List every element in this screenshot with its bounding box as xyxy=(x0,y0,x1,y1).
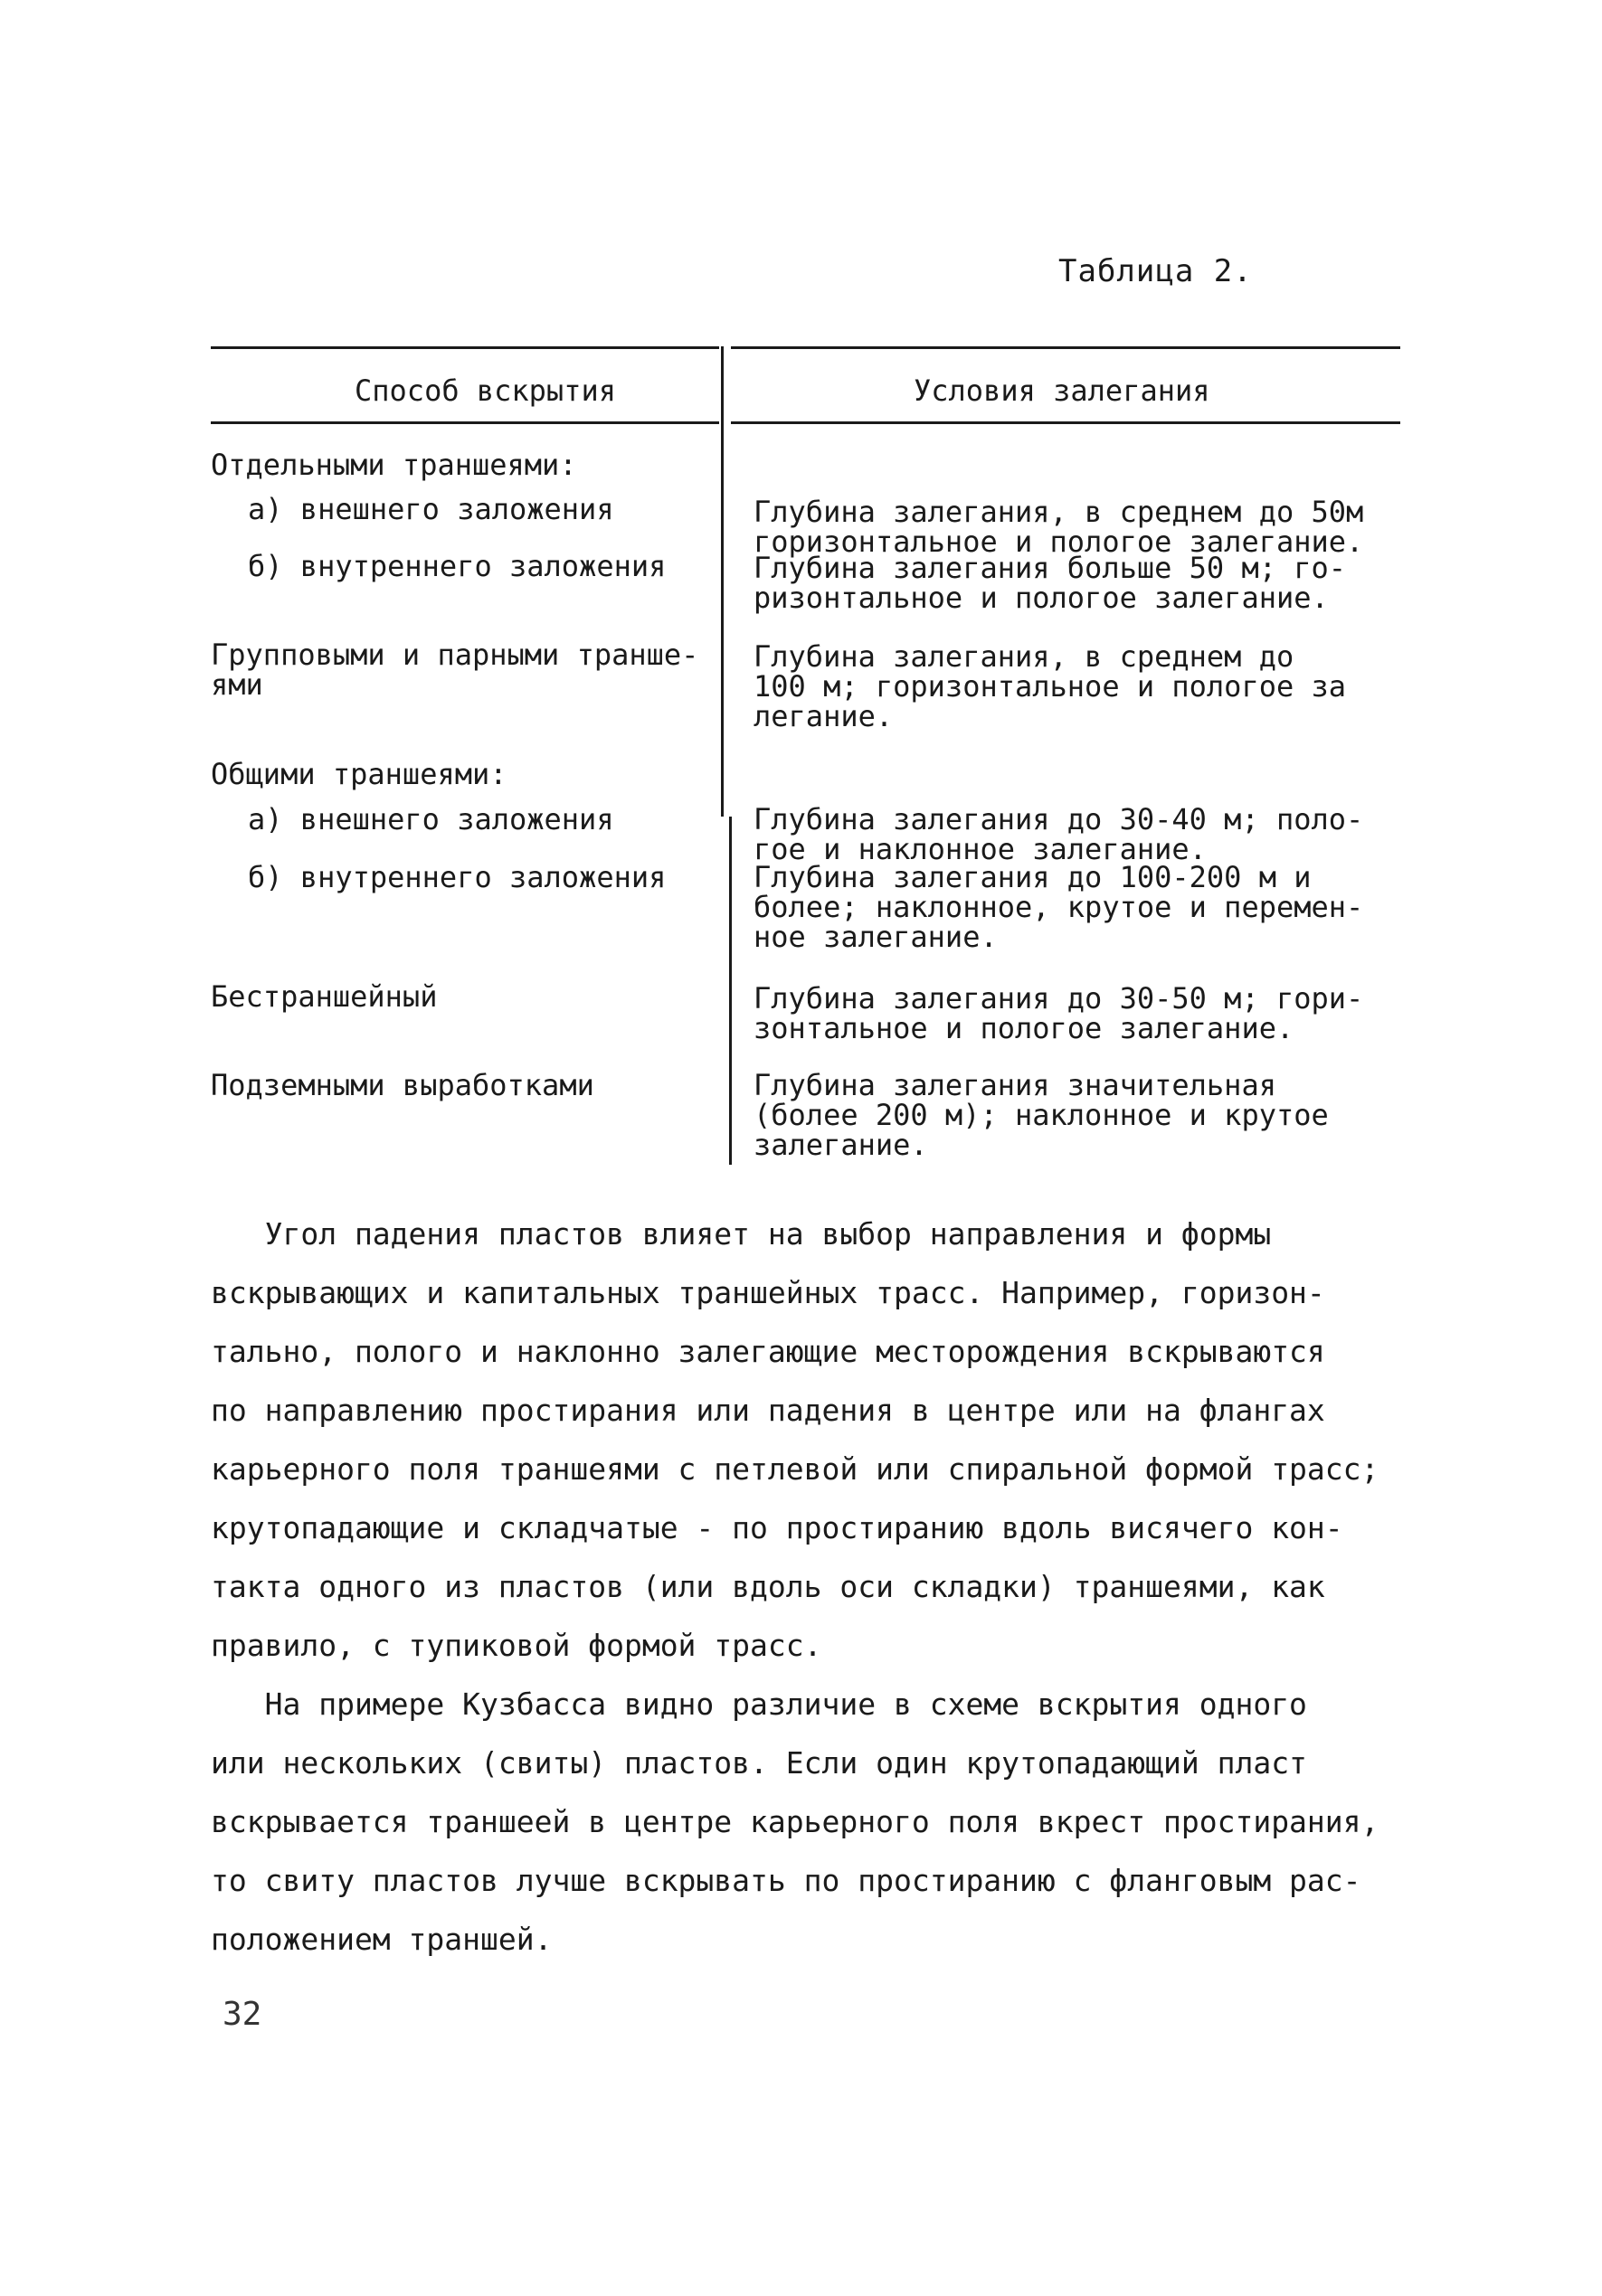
body-paragraph-1: Угол падения пластов влияет на выбор направления и формы вскрывающих и капитальных траншейных трасс. Например, горизон- тально, полого и наклонно залегающие месторождения вскрываются по направлению простирания или падения в центре или на флангах карьерного поля траншеями с петлевой или спиральной формой трасс; крутопадающие и складчатые - по простиранию вдоль висячего кон- такта одного из пластов (или вдоль оси складки) траншеями, как правило, с тупиковой формой трасс. xyxy=(211,1216,1379,1663)
table-column-divider-lower xyxy=(729,817,732,1165)
row3-group: Общими траншеями: xyxy=(211,757,507,791)
body-paragraph-2: На примере Кузбасса видно различие в схеме вскрытия одного или нескольких (свиты) пластов. Если один крутопадающий пласт вскрывается траншеей в центре карьерного поля вкрест простирания, то свиту пластов лучше вскрывать по простиранию с фланговым рас- положением траншей. xyxy=(211,1687,1379,1957)
table-top-rule-right xyxy=(731,346,1400,349)
row4-condition: Глубина залегания до 30-50 м; гори- зонтальное и пологое залегание. xyxy=(754,981,1364,1045)
row2-method: Групповыми и парными транше- ями xyxy=(211,638,699,702)
row1-b-condition: Глубина залегания больше 50 м; го- ризонтальное и пологое залегание. xyxy=(754,551,1347,615)
row2-condition: Глубина залегания, в среднем до 100 м; горизонтальное и пологое за легание. xyxy=(754,639,1347,733)
row1-a-condition: Глубина залегания, в среднем до 50м горизонтальное и пологое залегание. xyxy=(754,495,1364,559)
table-column-divider-upper xyxy=(721,346,724,817)
row3-b-condition: Глубина залегания до 100-200 м и более; наклонное, крутое и перемен- ное залегание. xyxy=(754,860,1364,954)
row1-a-label: а) внешнего заложения xyxy=(248,492,614,526)
table-header-rule-left xyxy=(211,421,719,424)
row3-b-label: б) внутреннего заложения xyxy=(248,860,667,894)
row3-a-condition: Глубина залегания до 30-40 м; поло- гое и наклонное залегание. xyxy=(754,802,1364,866)
header-conditions: Условия залегания xyxy=(914,373,1210,408)
row4-method: Бестраншейный xyxy=(211,979,438,1014)
header-method: Способ вскрытия xyxy=(355,373,616,408)
row3-a-label: а) внешнего заложения xyxy=(248,802,614,836)
table-header-rule-right xyxy=(731,421,1400,424)
table-top-rule-left xyxy=(211,346,719,349)
row5-method: Подземными выработками xyxy=(211,1068,594,1102)
row5-condition: Глубина залегания значительная (более 200 м); наклонное и крутое залегание. xyxy=(754,1068,1329,1162)
row1-group: Отдельными траншеями: xyxy=(211,448,577,482)
row1-b-label: б) внутреннего заложения xyxy=(248,549,667,583)
table-title: Таблица 2. xyxy=(1058,253,1253,289)
page-number: 32 xyxy=(223,1996,262,2033)
